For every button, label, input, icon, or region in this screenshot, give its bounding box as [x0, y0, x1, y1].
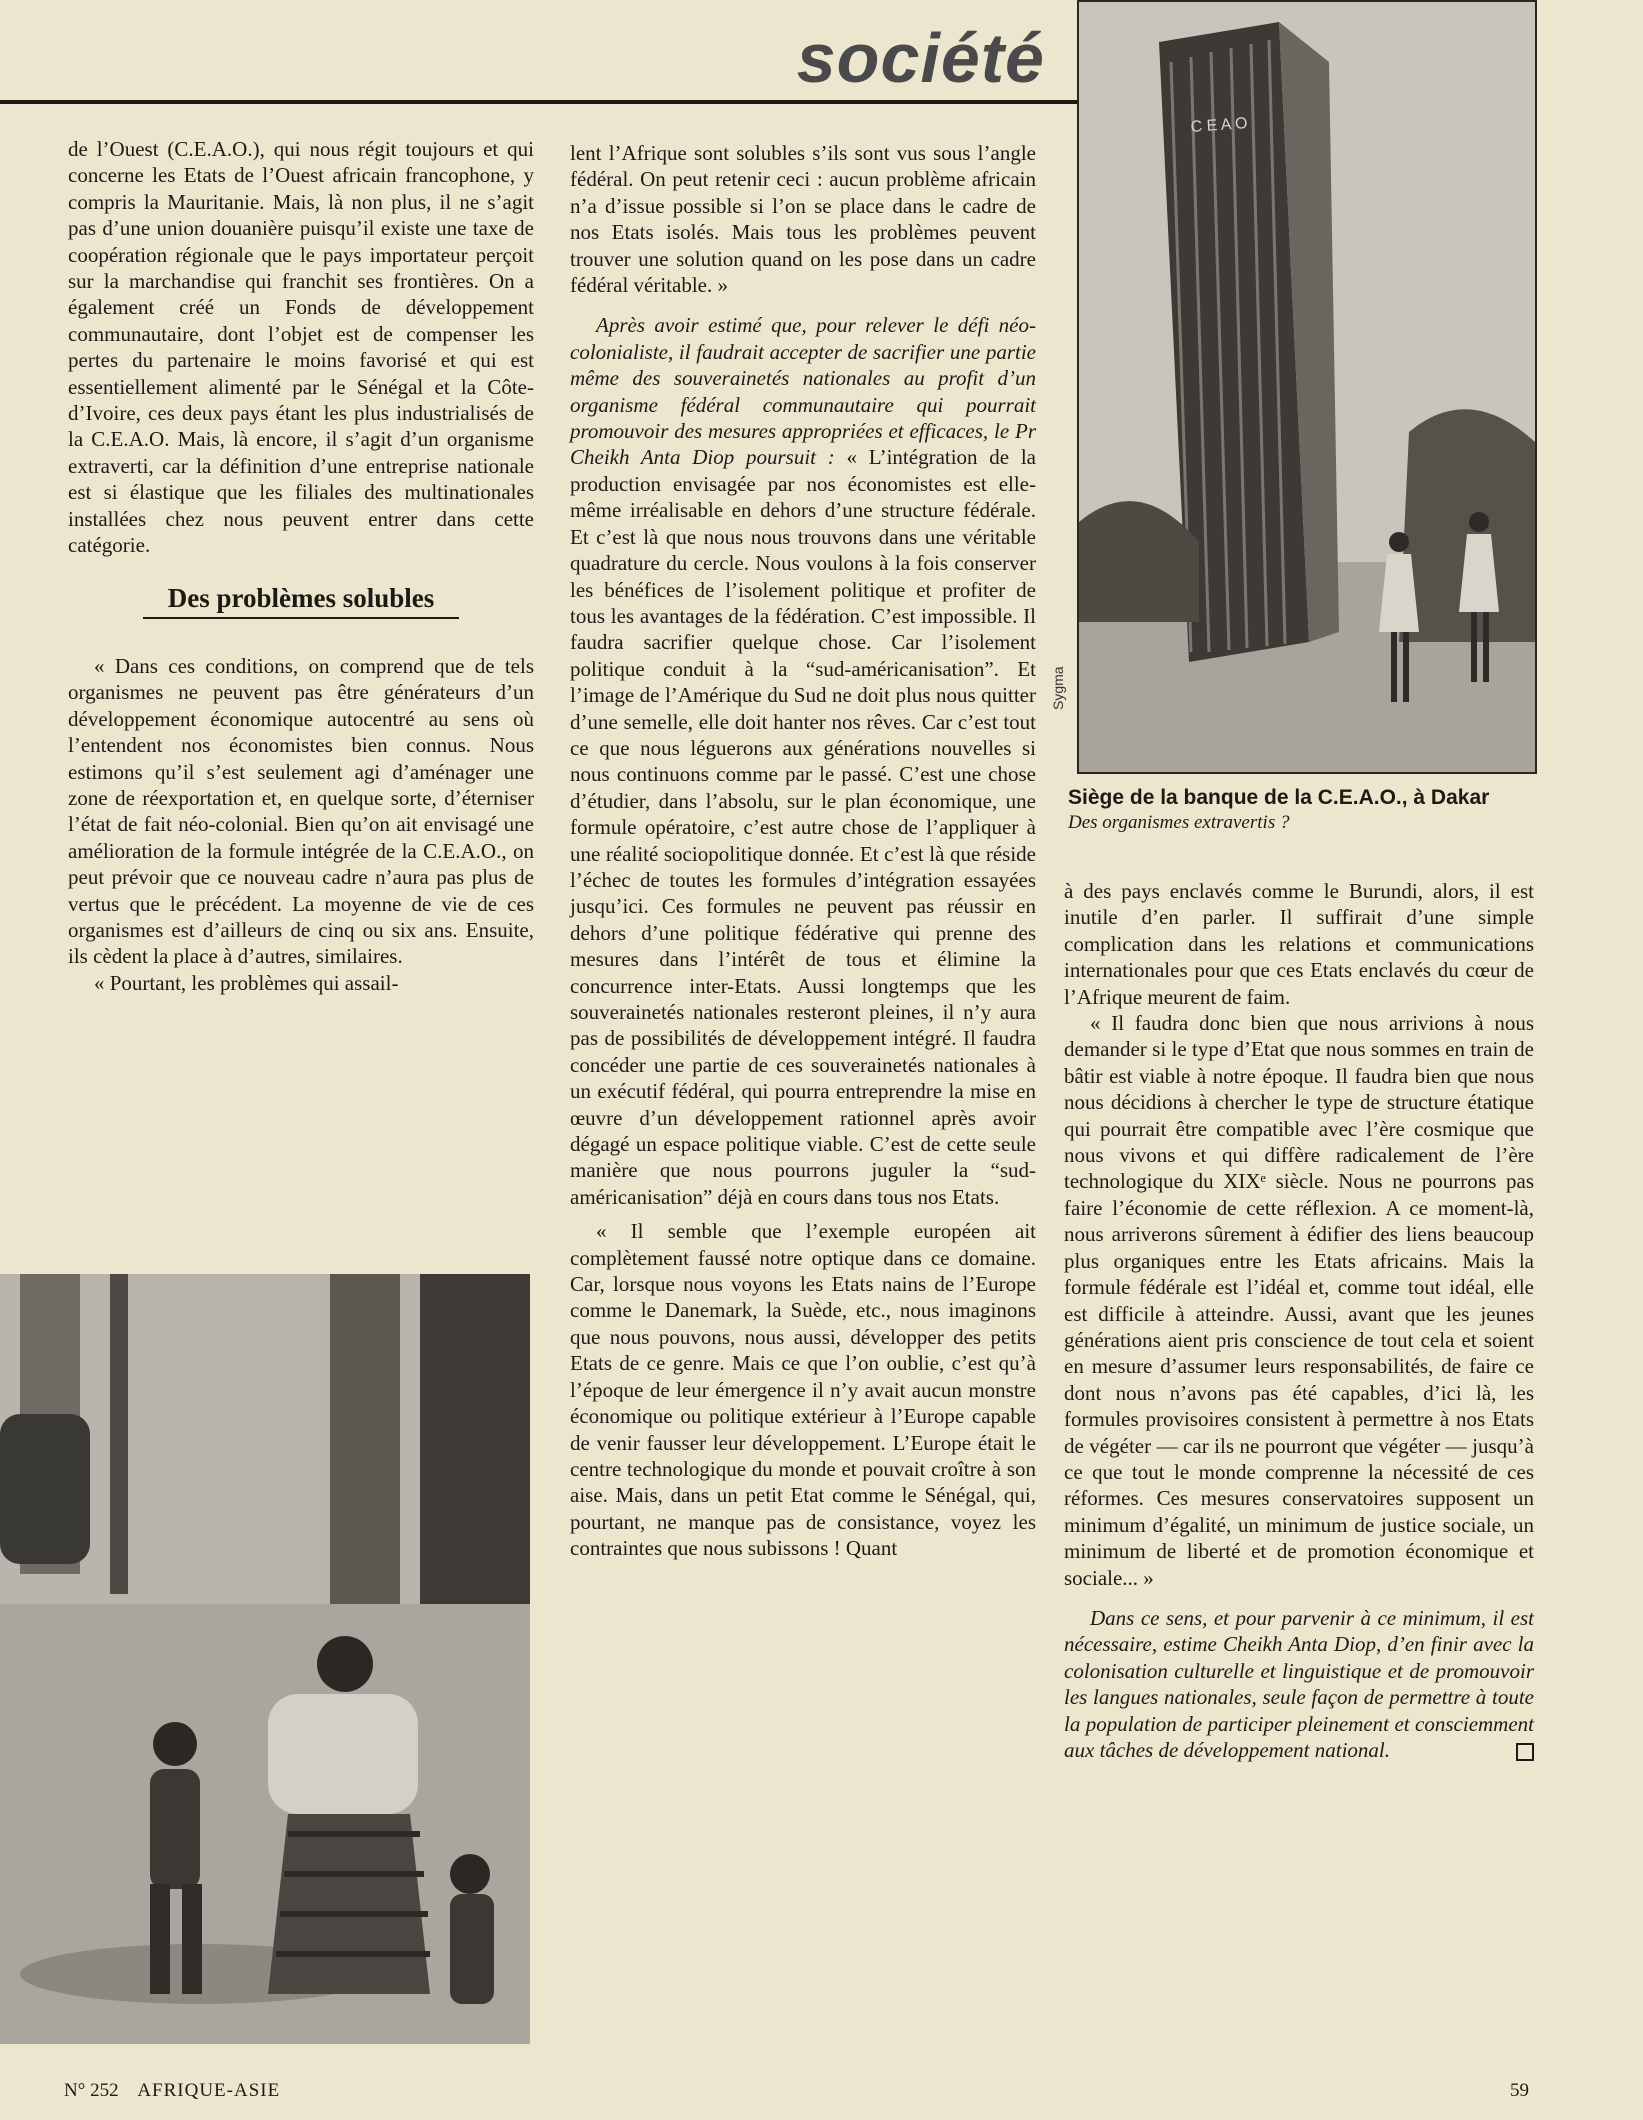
paragraph: « Il faudra donc bien que nous arrivions à nous demander si le type d’Etat que nous sommes en train de bâtir est viable à notre époque. Il faudra bien que nous nous décidions à chercher le type de structure étatique qui pourrait être compatible avec l’ère cosmique que nous vivons et qui diffère radicalement de l’ère technologique du XIXᵉ siècle. Nous ne pourrons pas faire l’économie de cette réflexion. A ce moment-là, nous arriverons sûrement à édifier des liens beaucoup plus organiques entre les Etats africains. Mais la formule fédérale est l’idéal et, comme tout idéal, elle est difficile à atteindre. Aussi, avant que les jeunes générations aient pris conscience de tout cela et soient en mesure d’assumer leurs responsabilités, de faire ce dont nous n’avons pas été capables, d’ici là, les formules provisoires consistent à permettre à nos Etats de végéter — car ils ne pourront que végéter — jusqu’à ce que tout le monde comprenne la nécessité de ces réformes. Ces mesures conservatoires supposent un minimum d’égalité, un minimum de justice sociale, un minimum de liberté et de promotion économique et sociale... »: [1064, 1011, 1534, 1590]
quote-text: « L’intégration de la production envisagée par nos économistes est elle-même irréalisable en dehors d’une structure fédérale. Et c’est là que nous nous trouvons dans une véritable quadrature du cercle. Nous voulons à la fois conserver les bénéfices de l’isolement politique et profiter de tous les avantages de la fédération. C’est impossible. Il faudra sacrifier quelque chose. Car l’isolement politique conduit à la “sud-américanisation”. Et l’image de l’Amérique du Sud ne doit plus nous quitter d’une semelle, elle doit hanter nos rêves. Car c’est tout ce que nous léguerons aux générations nouvelles si nous continuons comme par le passé. C’est une chose d’étudier, dans l’absolu, sur le plan économique, une formule opératoire, c’est autre chose de l’appliquer à une réalité sociopolitique donnée. Et c’est là que réside l’échec de toutes les formules d’intégration essayées jusqu’ici. Ces formules ne peuvent pas réussir en dehors d’une politique fédérative qui prenne des mesures dans l’intérêt de tous et élimine la concurrence inter-Etats. Aussi longtemps que les souverainetés nationales resteront pleines, il n’y aura pas de possibilités de développement intégré. Il faudra concéder une partie de ces souverainetés nationales à un exécutif fédéral, qui pourra entreprendre la mise en œuvre d’un développement rationnel après avoir dégagé un espace politique viable. C’est de cette seule manière que nous pourrons juguler la “sud-américanisation” déjà en cours dans tous nos Etats.: [570, 445, 1036, 1209]
section-title: société: [796, 19, 1045, 97]
paragraph: [1064, 1605, 1534, 1763]
intro-italic: Après avoir estimé que, pour relever le défi néo-colonialiste, il faudrait accepter de sacrifier une partie même des souverainetés nationales au profit d’un organisme fédéral communautaire qui pourrait promouvoir des mesures appropriées et efficaces, le Pr Cheikh Anta Diop poursuit :: [570, 313, 1036, 470]
tower-photo: [1077, 0, 1537, 774]
paragraph: « Dans ces conditions, on comprend que de tels organismes ne peuvent pas être générateurs d’un développement économique autocentré au sens où l’entendent nos économistes bien connus. Nous estimons qu’il s’est seulement agi d’aménager une zone de réexportation et, en quelque sorte, d’éterniser l’état de fait néo-colonial. Bien qu’on ait envisagé une amélioration de la formule intégrée de la C.E.A.O., on peut prévoir que ce nouveau cadre n’aura pas plus de vertus que le précédent. La moyenne de vie de ces organismes est d’ailleurs de cinq ou six ans. Ensuite, ils cèdent la place à d’autres, similaires.: [68, 653, 534, 969]
street-photo-image: [0, 1274, 530, 2044]
street-photo: [0, 1274, 530, 2044]
article-column-3: [1064, 878, 1534, 1763]
issue-number: N° 252: [64, 2080, 119, 2101]
photo-caption: [1068, 785, 1538, 834]
svg-text:C E A O: C E A O: [1190, 115, 1249, 136]
caption-title: Siège de la banque de la C.E.A.O., à Dakar: [1068, 786, 1490, 809]
paragraph: lent l’Afrique sont solubles s’ils sont vus sous l’angle fédéral. On peut retenir ceci : aucun problème africain n’a d’issue possible si l’on se place dans le cadre de nos Etats isolés. Mais tous les problèmes peuvent trouver une solution quand on les pose dans un cadre fédéral véritable. »: [570, 141, 1036, 298]
paragraph: « Pourtant, les problèmes qui assail-: [94, 970, 399, 995]
article-column-1: [68, 136, 534, 996]
publication-name: AFRIQUE-ASIE: [137, 2080, 281, 2101]
footer-left: [64, 2080, 280, 2102]
tower-photo-image: [1079, 2, 1535, 772]
subheading: Des problèmes solubles: [143, 585, 459, 619]
paragraph: [570, 312, 1036, 1210]
paragraph: « Il semble que l’exemple européen ait complètement faussé notre optique dans ce domaine. Car, lorsque nous voyons les Etats nains de l’Europe comme le Danemark, la Suède, etc., nous imaginons que nous pouvons, nous aussi, développer des petits Etats de ce genre. Mais ce que l’on oublie, c’est qu’à l’époque de leur émergence il n’y avait aucun monstre économique ou politique extérieur à l’Europe capable de venir fausser leur développement. L’Europe était le centre technologique du monde et pouvait croître à son aise. Mais, dans un petit Etat comme le Sénégal, qui, pourtant, ne manque pas de consistance, voyez les contraintes que nous subissons ! Quant: [570, 1219, 1036, 1561]
page-number: 59: [1510, 2080, 1529, 2101]
paragraph: à des pays enclavés comme le Burundi, alors, il est inutile d’en parler. Il suffirait d’une simple complication dans les relations et communications internationales pour que ces Etats enclavés du cœur de l’Afrique meurent de faim.: [1064, 879, 1534, 1009]
paragraph: de l’Ouest (C.E.A.O.), qui nous régit toujours et qui concerne les Etats de l’Ouest africain francophone, y compris la Mauritanie. Mais, là non plus, il ne s’agit pas d’une union douanière puisqu’il existe une taxe de coopération régionale que le pays importateur perçoit sur la marchandise qui franchit ses frontières. On a également créé un Fonds de développement communautaire, dont l’objet est de compenser les pertes du partenaire le moins favorisé et qui est essentiellement alimenté par le Sénégal et la Côte-d’Ivoire, ces deux pays étant les plus industrialisés de la C.E.A.O. Mais, là encore, il s’agit d’un organisme extraverti, car la définition d’une entreprise nationale est si élastique que les filiales des multinationales installées chez nous peuvent entrer dans cette catégorie.: [68, 137, 534, 558]
closing-italic: Dans ce sens, et pour parvenir à ce minimum, il est nécessaire, estime Cheikh Anta Diop, d’en finir avec la colonisation culturelle et linguistique et de promouvoir les langues nationales, seule façon de permettre à toute la population de participer pleinement et consciemment aux tâches de développement national.: [1064, 1605, 1534, 1762]
caption-subtitle: Des organismes extravertis ?: [1068, 812, 1290, 833]
photo-credit: Sygma: [1050, 666, 1066, 710]
end-of-article-icon: [1516, 1743, 1534, 1761]
article-column-2: [570, 140, 1036, 1562]
header-rule: [0, 100, 1078, 104]
